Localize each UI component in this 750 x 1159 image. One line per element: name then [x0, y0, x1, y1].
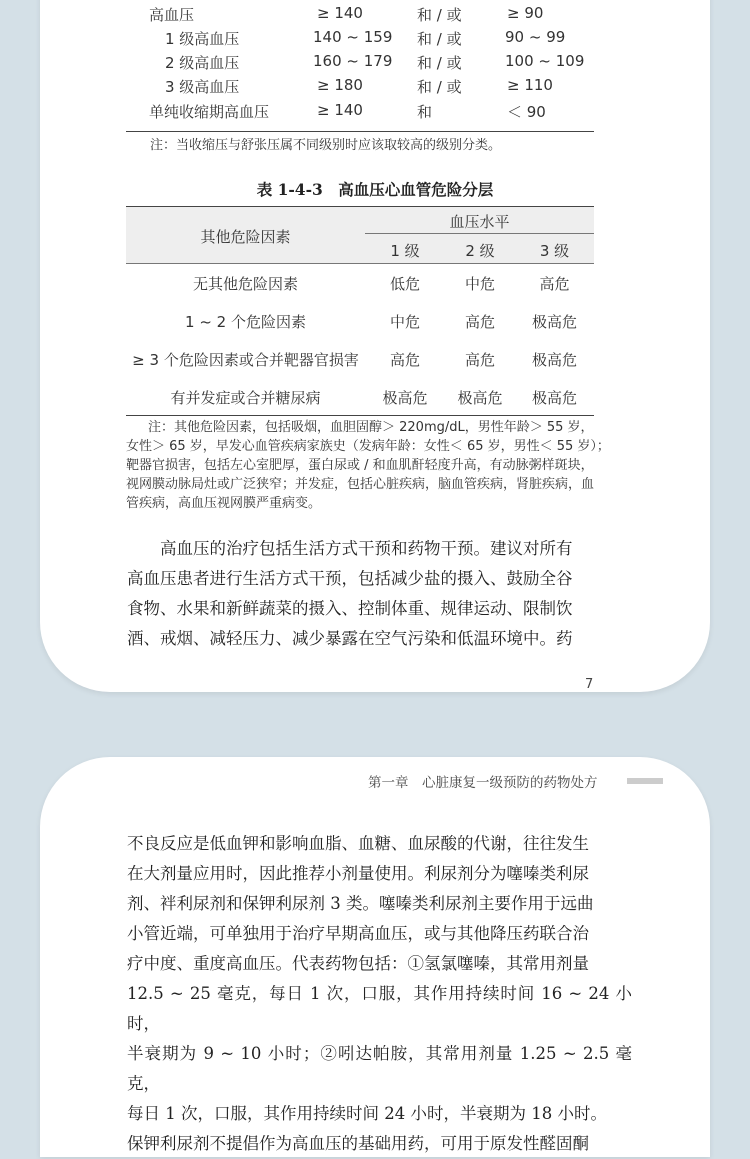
row-risk-1: 高危: [389, 351, 420, 369]
text-line: 12.5 ~ 25 毫克，每日 1 次，口服，其作用持续时间 16 ~ 24 小时，: [127, 984, 632, 1033]
bp-conj: 和 / 或: [417, 6, 462, 24]
note-line: 视网膜动脉局灶或广泛狭窄；并发症，包括心脏疾病，脑血管疾病，肾脏疾病，血: [126, 477, 595, 492]
text-line: 小管近端，可单独用于治疗早期高血压，或与其他降压药联合治: [127, 924, 589, 943]
bp-category: 2 级高血压: [165, 54, 240, 72]
text-line: 半衰期为 9 ~ 10 小时；②吲达帕胺，其常用剂量 1.25 ~ 2.5 毫克，: [127, 1044, 632, 1093]
bp-sbp: 140 ~ 159: [313, 28, 393, 46]
row-risk-2: 中危: [464, 275, 495, 293]
row-risk-2: 高危: [464, 351, 495, 369]
row-factor: 有并发症或合并糖尿病: [170, 389, 321, 407]
running-header: 第一章 心脏康复一级预防的药物处方: [368, 775, 598, 791]
note-line: 注：其他危险因素，包括吸烟，血胆固醇＞ 220mg/dL，男性年龄＞ 55 岁，: [148, 420, 594, 435]
bp-conj: 和 / 或: [417, 30, 462, 48]
bp-dbp: 90 ~ 99: [505, 28, 566, 46]
header-bp-level: 血压水平: [449, 213, 510, 231]
text-line: 在大剂量应用时，因此推荐小剂量使用。利尿剂分为噻嗪类利尿: [127, 864, 589, 883]
body-paragraph: [127, 829, 632, 1159]
header-level-1: 1 级: [390, 242, 420, 260]
text-line: 酒、戒烟、减轻压力、减少暴露在空气污染和低温环境中。药: [127, 629, 573, 648]
table-caption: 表 1-4-3 高血压心血管危险分层: [256, 180, 494, 199]
header-level-2: 2 级: [465, 242, 495, 260]
text-line: 每日 1 次，口服，其作用持续时间 24 小时，半衰期为 18 小时。: [127, 1104, 607, 1123]
bp-category: 3 级高血压: [165, 78, 240, 96]
bp-dbp: 100 ~ 109: [505, 52, 585, 70]
text-line: 疗中度、重度高血压。代表药物包括：①氢氯噻嗪，其常用剂量: [127, 954, 589, 973]
risk-table-note: [126, 418, 610, 513]
header-divider: [365, 233, 594, 234]
row-factor: 1 ~ 2 个危险因素: [185, 313, 306, 331]
note-line: 女性＞ 65 岁，早发心血管疾病家族史（发病年龄：女性＜ 65 岁，男性＜ 55 岁）；: [126, 439, 610, 454]
header-bar: [627, 778, 663, 784]
row-risk-1: 极高危: [382, 389, 428, 407]
body-paragraph: [127, 534, 632, 654]
header-level-3: 3 级: [539, 242, 570, 260]
bp-category: 单纯收缩期高血压: [149, 103, 270, 121]
bp-category: 高血压: [149, 6, 195, 24]
row-risk-3: 极高危: [531, 389, 577, 407]
header-risk-factors: 其他危险因素: [200, 228, 291, 246]
text-line: 不良反应是低血钾和影响血脂、血糖、血尿酸的代谢，往往发生: [127, 834, 589, 853]
header-bottom-rule: [126, 263, 594, 264]
bp-dbp: ＜ 90: [507, 103, 546, 121]
table-top-rule: [126, 206, 594, 207]
row-risk-3: 极高危: [531, 313, 577, 331]
bp-conj: 和 / 或: [417, 78, 462, 96]
bp-dbp: ≥ 90: [507, 4, 544, 22]
note-line: 靶器官损害，包括左心室肥厚，蛋白尿或 / 和血肌酐轻度升高，有动脉粥样斑块，: [126, 458, 594, 473]
bp-conj: 和 / 或: [417, 54, 462, 72]
row-risk-3: 高危: [539, 275, 570, 293]
bp-table-note: 注：当收缩压与舒张压属不同级别时应该取较高的级别分类。: [150, 138, 502, 153]
bp-dbp: ≥ 110: [507, 76, 553, 94]
bp-sbp: ≥ 140: [317, 101, 363, 119]
table-bottom-rule: [126, 415, 594, 416]
bp-sbp: 160 ~ 179: [313, 52, 393, 70]
text-line: 保钾利尿剂不提倡作为高血压的基础用药，可用于原发性醛固酮: [127, 1134, 589, 1153]
page-number: 7: [585, 677, 594, 692]
text-line: 食物、水果和新鲜蔬菜的摄入、控制体重、规律运动、限制饮: [127, 599, 573, 618]
bp-sbp: ≥ 180: [317, 76, 363, 94]
text-line: 高血压患者进行生活方式干预，包括减少盐的摄入、鼓励全谷: [127, 569, 573, 588]
bp-conj: 和: [417, 103, 433, 121]
row-risk-1: 低危: [389, 275, 420, 293]
book-page-8: [40, 757, 710, 1157]
note-line: 管疾病，高血压视网膜严重病变。: [126, 496, 322, 511]
row-factor: 无其他危险因素: [192, 275, 298, 293]
text-line: 剂、袢利尿剂和保钾利尿剂 3 类。噻嗪类利尿剂主要作用于远曲: [127, 894, 594, 913]
row-risk-1: 中危: [389, 313, 420, 331]
book-page-7: [40, 0, 710, 692]
bp-category: 1 级高血压: [165, 30, 240, 48]
row-risk-2: 高危: [464, 313, 495, 331]
row-risk-2: 极高危: [457, 389, 503, 407]
table-bottom-rule: [126, 131, 594, 132]
row-risk-3: 极高危: [531, 351, 577, 369]
text-line: 高血压的治疗包括生活方式干预和药物干预。建议对所有: [127, 539, 573, 558]
row-factor: ≥ 3 个危险因素或合并靶器官损害: [132, 351, 359, 369]
bp-sbp: ≥ 140: [317, 4, 363, 22]
